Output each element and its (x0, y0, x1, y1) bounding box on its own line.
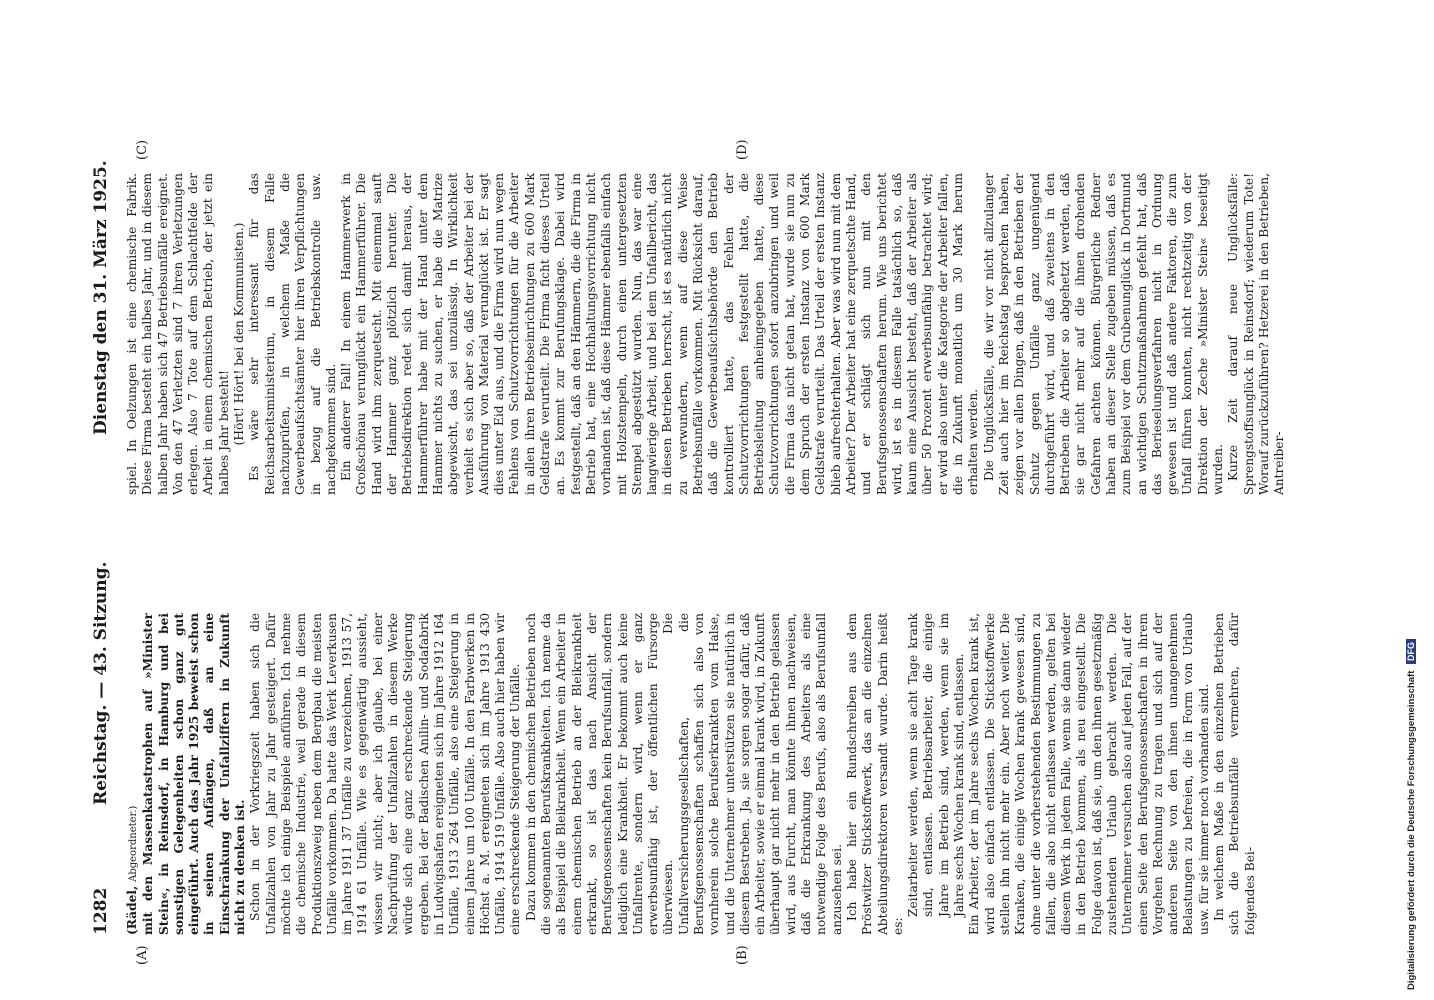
paragraph: Die Unglücksfälle, die wir vor nicht allzulanger Zeit auch hier im Reichstag besprochen haben, zeigen vor allen Dingen, daß in den Betrieben der Schutz gegen Unfälle ganz ungenügend durchgeführt wird, und daß zweitens in den Betrieben die Arbeiter so abgehetzt werden, daß sie gar nicht mehr auf die ihnen drohenden Gefahren achten können. Bürgerliche Redner haben an dieser Stelle zugeben müssen, daß es zum Beispiel vor dem Grubenunglück in Dortmund an wichtigen Schutzmaßnahmen gefehlt hat, daß das Berieselungsverfahren nicht in Ordnung gewesen ist und daß andere Faktoren, die zum Unfall führen konnten, nicht rechtzeitig von der Direktion der Zeche »Minister Stein« beseitigt wurden. (981, 173, 1226, 495)
dfg-logo: DFG (1406, 639, 1416, 664)
paragraph: Schon in der Vorkriegszeit haben sich die Unfallzahlen von Jahr zu Jahr gesteigert. Dafür möchte ich einige Beispiele anführen. Ich nehme die chemische Industrie, weil gerade in diesem Produktionszweig neben dem Bergbau die meisten Unfälle vorkommen. Da hatte das Werk Leverkusen im Jahre 1911 37 Unfälle zu verzeichnen, 1913 57, 1914 61 Unfälle. Wie es gegenwärtig aussieht, wissen wir nicht; aber ich glaube, bei einer Nachprüfung der Unfallzahlen in diesem Werke würde sich eine ganz erschreckende Steigerung ergeben. Bei der Badischen Anilin- und Sodafabrik in Ludwigshafen ereigneten sich im Jahre 1912 164 Unfälle, 1913 264 Unfälle, also eine Steigerung in einem Jahre um 100 Unfälle. In den Farbwerken in Höchst a. M. ereigneten sich im Jahre 1913 430 Unfälle, 1914 519 Unfälle. Also auch hier haben wir eine erschreckende Steigerung der Unfälle. (248, 613, 523, 935)
quote-block: Zeitarbeiter werden, wenn sie acht Tage krank sind, entlassen. Betriebsarbeiter, die einige Jahre im Betrieb sind, werden, wenn sie im Jahre sechs Wochen krank sind, entlassen. (906, 613, 967, 917)
paragraph: Ein anderer Fall! In einem Hammerwerk in Großschönau verunglückt ein Hammerführer. Die Hand wird ihm zerquetscht. Mit einemmal sauft der Hammer ganz plötzlich herunter. Die Betriebsdirektion redet sich damit heraus, der Hammerführer habe mit der Hand unter dem Hammer nichts zu suchen, er habe die Matrize abgewischt, das sei unzulässig. In Wirklichkeit verhielt es sich aber so, daß der Arbeiter bei der Ausführung von Material verunglückt ist. Er sagt dies unter Eid aus, und die Firma wird nun wegen Fehlens von Schutzvorrichtungen für die Arbeiter in allen ihren Betriebseinrichtungen zu 600 Mark Geldstrafe verurteilt. Die Firma ficht dieses Urteil an. Es kommt zur Berufungsklage. Dabei wird festgestellt, daß an den Hämmern, die die Firma in Betrieb hat, eine Hochhaltungsvorrichtung nicht vorhanden ist, daß diese Hämmer ebenfalls einfach mit Holzstempeln, durch einen untergesetzten Stempel abgestützt wurden. Nun, das war eine langwierige Arbeit, und bei dem Unfallbericht, das in diesen Betrieben herrscht, ist es natürlich nicht zu verwundern, wenn auf diese Weise Betriebsunfälle vorkommen. Mit Rücksicht darauf, daß die Gewerbeaufsichtsbehörde den Betrieb kontrolliert hatte, das Fehlen der Schutzvorrichtungen festgestellt hatte, die Betriebsleitung anheimgegeben hatte, diese Schutzvorrichtungen sofort anzubringen und weil die Firma das nicht getan hat, wurde sie nun zu dem Spruch der ersten Instanz von 600 Mark Geldstrafe verurteilt. Das Urteil der ersten Instanz blieb aufrechterhalten. Aber was wird nun mit dem Arbeiter? Der Arbeiter hat eine zerquetschte Hand, und er schlägt sich nun mit den Berufsgenossenschaften herum. Wie uns berichtet wird, ist es in diesem Falle tatsächlich so, daß kaum eine Aussicht besteht, daß der Arbeiter als über 50 Prozent erwerbsunfähig betrachtet wird; er wird also unter die Kategorie der Arbeiter fallen, die in Zukunft monatlich um 30 Mark herum erhalten werden. (339, 173, 981, 495)
interjection: (Hört! Hört! bei den Kommunisten.) (232, 222, 247, 446)
paragraph: In welchem Maße in den einzelnen Betrieben sich die Betriebsunfälle vermehren, dafür folgendes Bei- (1212, 613, 1257, 935)
page-number: 1282 (91, 887, 111, 935)
speaker-line (125, 613, 141, 935)
margin-letter-c: (C) (135, 139, 150, 160)
margin-letter-a: (A) (135, 945, 150, 965)
speaker-name: (Rädel, (125, 885, 139, 935)
dfg-credit-text: Digitalisierung gefördert durch die Deutsche Forschungsgemeinschaft (1406, 670, 1417, 990)
margin-letter-d: (D) (735, 139, 750, 160)
rotated-page (85, 95, 1415, 965)
dfg-credit (1406, 10, 1417, 990)
paragraph: spiel. In Oelzungen ist eine chemische Fabrik. Diese Firma besteht ein halbes Jahr, und in diesem halben Jahr haben sich 47 Betriebsunfälle ereignet. Von den 47 Verletzten sind 7 ihren Verletzungen erlegen. Also 7 Tote auf dem Schlachtfelde der Arbeit in einem chemischen Betrieb, der jetzt ein halbes Jahr besteht! (125, 173, 231, 495)
header-right-title: Dienstag den 31. März 1925. (91, 160, 111, 435)
speaker-note: Abgeordneter.) (128, 805, 139, 882)
paragraph: Es wäre sehr interessant für das Reichsarbeitsministerium, in diesem Falle nachzuprüfen, in welchem Maße die Gewerbeaufsichtsämter hier ihren Verpflichtungen in bezug auf die Betriebskontrolle usw. nachgekommen sind. (247, 173, 338, 495)
paragraph: Ich habe hier ein Rundschreiben aus dem Pröstwitzer Stickstoffwerk, das an die einzelnen Abteilungsdirektoren versandt wurde. Darin heißt es: (844, 613, 905, 935)
paragraph: Ein Arbeiter, der im Jahre sechs Wochen krank ist, wird also einfach entlassen. Die Stickstoffwerke stellen ihn nicht mehr ein. Aber noch weiter. Die Kranken, die einige Wochen krank gewesen sind, ohne unter die vorherstehenden Bestimmungen zu fallen, die also nicht entlassen werden, gelten bei diesem Werk in jedem Falle, wenn sie dann wieder in den Betrieb kommen, als neu eingestellt. Die Folge davon ist, daß sie, um den ihnen gesetzmäßig zustehenden Urlaub gebracht werden. Die Unternehmer versuchen also auf jeden Fall, auf der einen Seite den Berufsgenossenschaften in ihrem Vorgehen Rechnung zu tragen und sich auf der anderen Seite von den ihnen unangenehmen Belastungen zu befreien, die in Form von Urlaub usw. für sie immer noch vorhanden sind. (967, 613, 1211, 935)
dfg-credit-strip (1405, 0, 1434, 1000)
margin-letter-b: (B) (735, 945, 750, 965)
paragraph: Kurze Zeit darauf neue Unglücksfälle: Sprengstoffsunglück in Reinsdorf; wiederum Tote! Worauf zurückzuführen? Hetzerei in den Betrieben, Antreiber- (1226, 173, 1287, 495)
right-column (125, 173, 1385, 495)
paragraph: mit den Massenkatastrophen auf »Minister Stein«, in Reinsdorf, in Hamburg und bei sonstigen Gelegenheiten schon ganz gut eingeführt. Auch das Jahr 1925 beweist schon in seinen Anfängen, daß an eine Einschränkung der Unfallziffern in Zukunft nicht zu denken ist. (141, 613, 248, 935)
left-column (125, 613, 1385, 935)
paragraph: Dazu kommen in den chemischen Betrieben noch die sogenannten Berufskrankheiten. Ich nenne da als Beispiel die Bleikrankheit. Wenn ein Arbeiter in einem chemischen Betrieb an der Bleikrankheit erkrankt, so ist das nach Ansicht der Berufsgenossenschaften kein Berufsunfall, sondern lediglich eine Krankheit. Er bekommt auch keine Unfallrente, sondern wird, wenn er ganz erwerbsunfähig ist, der öffentlichen Fürsorge überwiesen. Die Unfallversicherungsgesellschaften, die Berufsgenossenschaften schaffen sich also von vornherein solche Berufserkrankten vom Halse, und die Unternehmer unterstützen sie natürlich in diesem Bestreben. Ja, sie sorgen sogar dafür, daß ein Arbeiter, sowie er einmal krank wird, in Zukunft überhaupt gar nicht mehr in den Betrieb gelassen wird, aus Furcht, man könnte ihnen nachweisen, daß die Erkrankung des Arbeiters als eine notwendige Folge des Berufs, also als Berufsunfall anzusehen sei. (523, 613, 844, 935)
header-left-title: Reichstag. — 43. Sitzung. (91, 561, 111, 805)
page-header (85, 95, 119, 935)
